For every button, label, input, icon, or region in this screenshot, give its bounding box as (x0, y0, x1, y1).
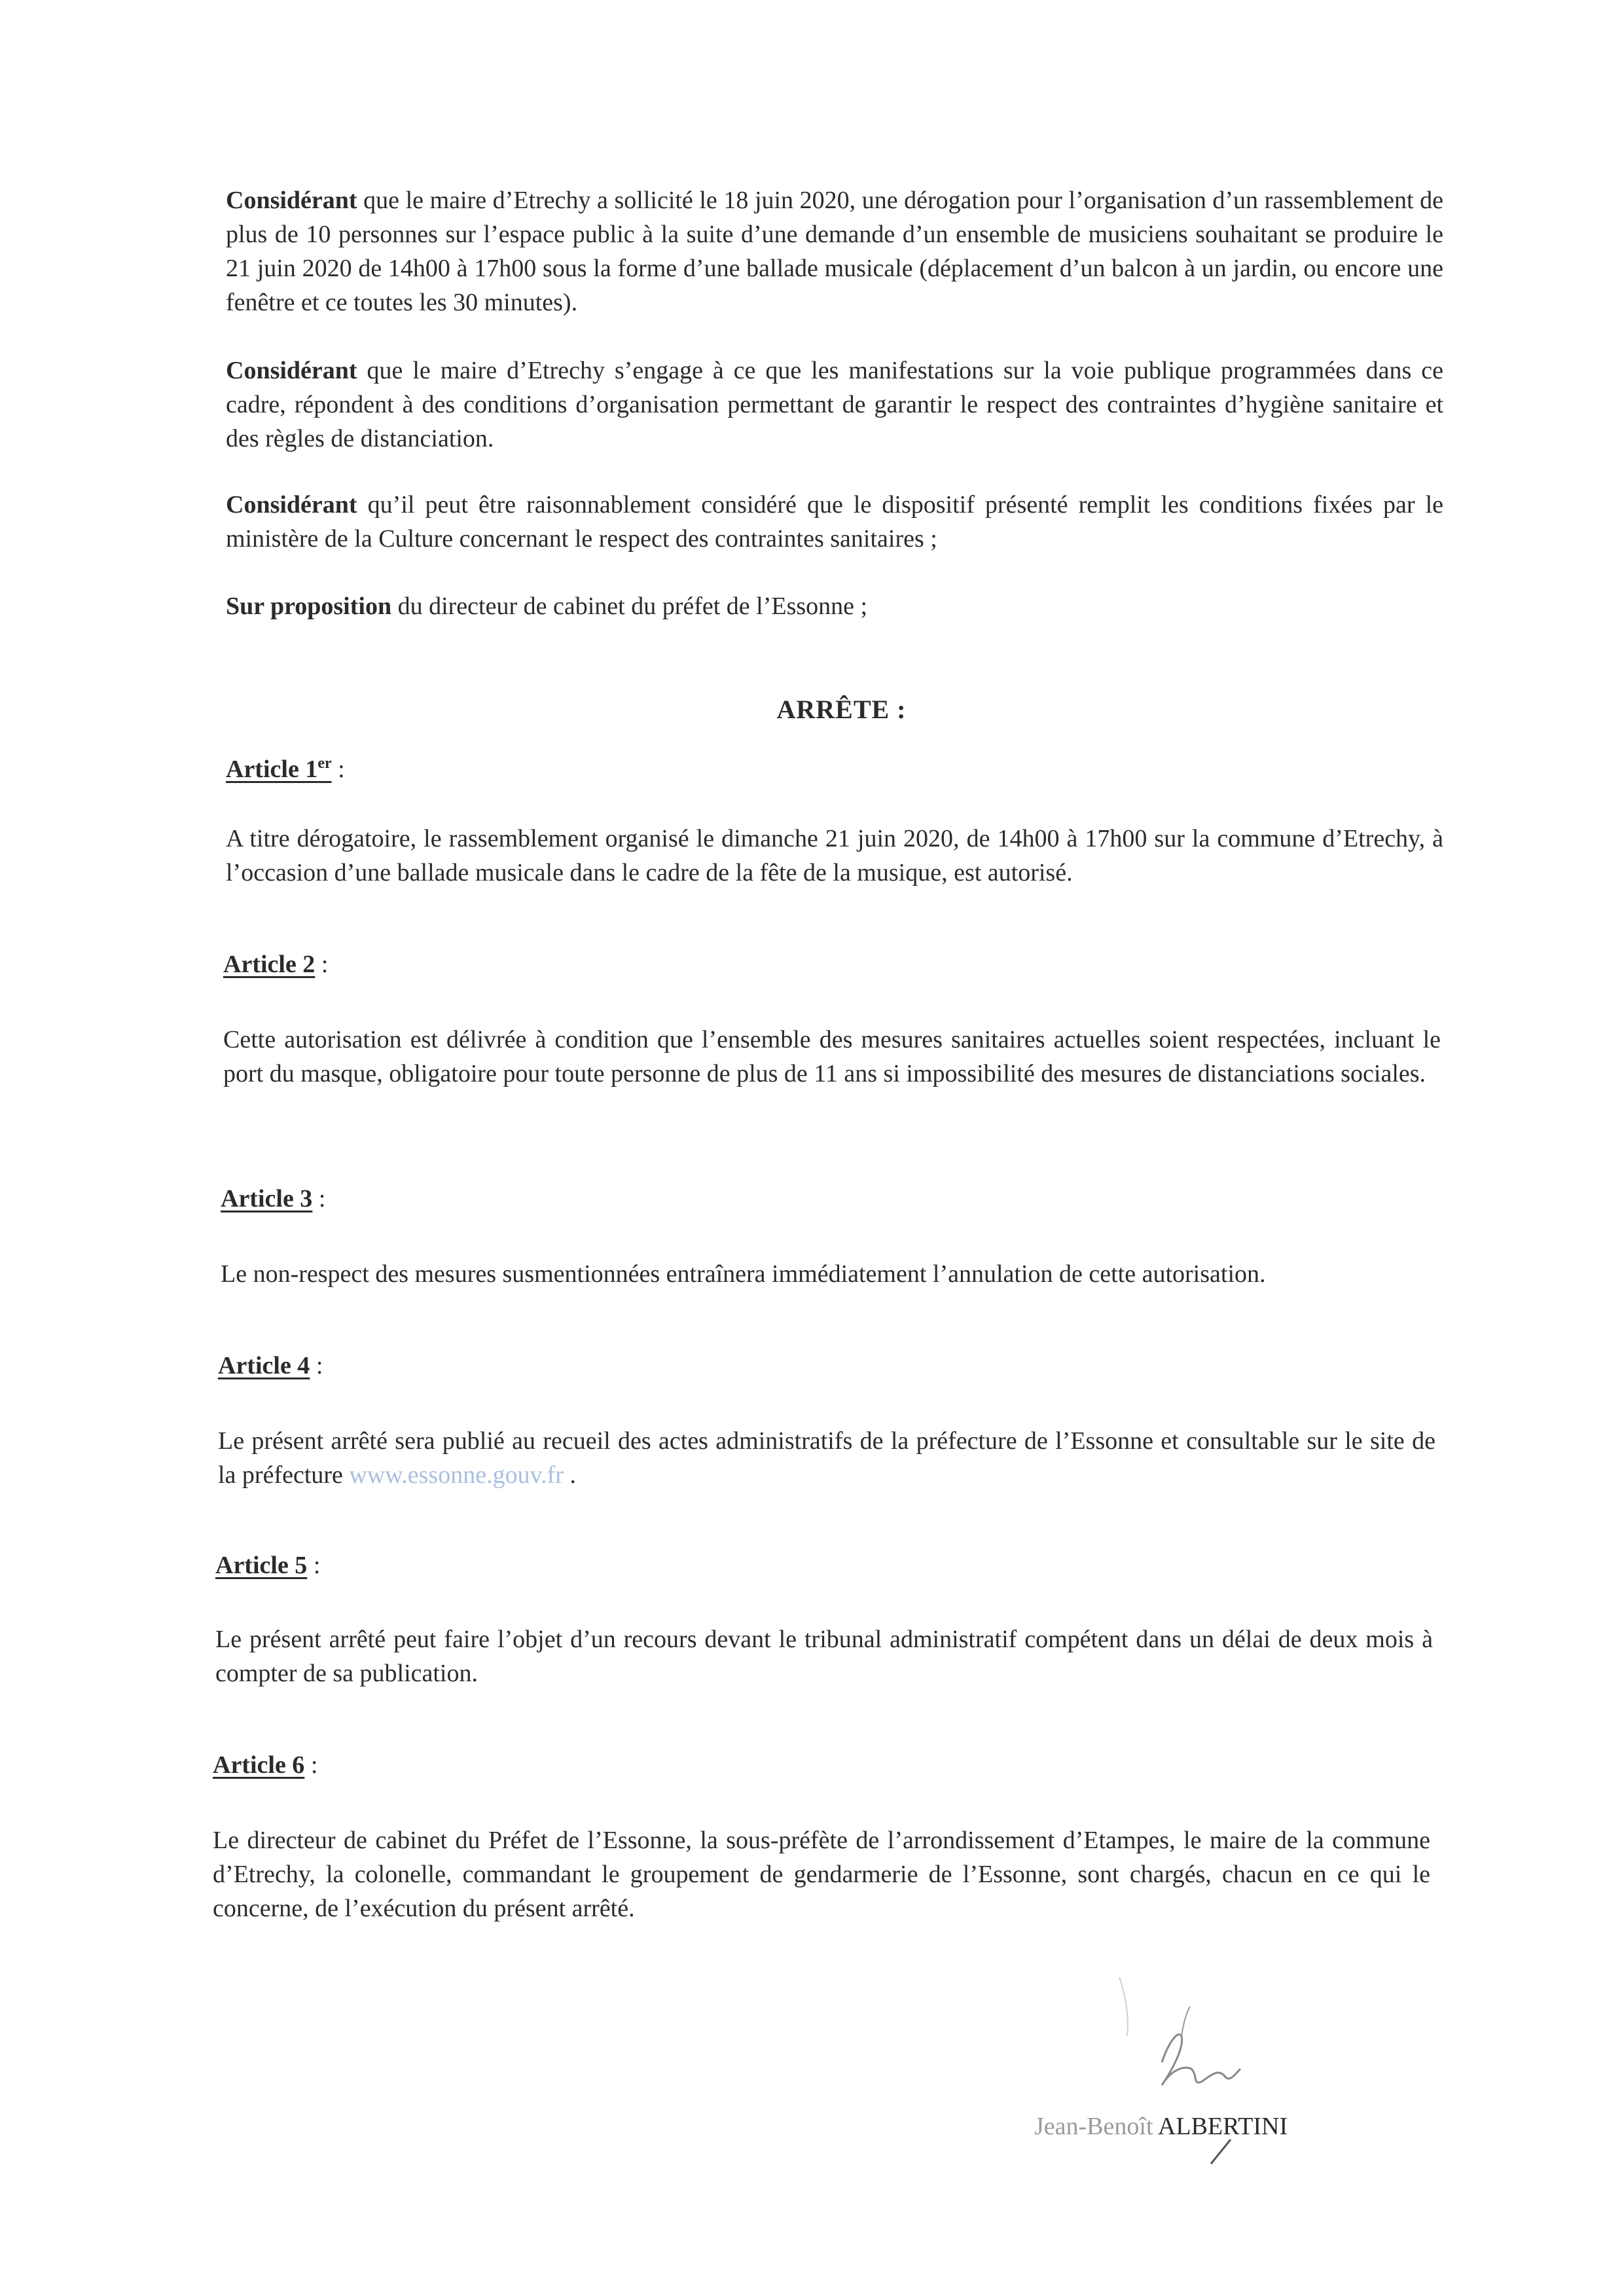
article-6-text: Le directeur de cabinet du Préfet de l’Essonne, la sous-préfète de l’arrondissement d’Etampes, le maire de la commune d’Etrechy, la colonelle, commandant le groupement de gendarmerie de l’Essonne, sont chargés, chacun en ce qui le concerne, de l’exécution du présent arrêté. (213, 1827, 1430, 1922)
article-4-end: . (563, 1461, 576, 1489)
proposition-lead: Sur proposition (226, 592, 392, 620)
considerant-text: qu’il peut être raisonnablement considéré que le dispositif présenté remplit les conditions fixées par le ministère de la Culture concernant le respect des contraintes sanitaires ; (226, 491, 1443, 553)
proposition-paragraph (226, 589, 1443, 623)
handwritten-signature (1021, 1971, 1388, 2187)
decree-title: ARRÊTE : (776, 695, 907, 724)
article-6-heading (213, 1748, 317, 1782)
considerant-text: que le maire d’Etrechy a sollicité le 18 juin 2020, une dérogation pour l’organisation d’un rassemblement de plus de 10 personnes sur l’espace public à la suite d’une demande d’un ensemble de musiciens souhaitant se produire le 21 juin 2020 de 14h00 à 17h00 sous la forme d’une ballade musicale (déplacement d’un balcon à un jardin, ou encore une fenêtre et ce toutes les 30 minutes). (226, 187, 1443, 316)
signatory-name (1034, 2112, 1288, 2141)
article-colon: : (312, 1185, 326, 1212)
article-colon: : (331, 756, 345, 783)
proposition-text: du directeur de cabinet du préfet de l’Essonne ; (391, 592, 868, 620)
article-2-text: Cette autorisation est délivrée à condition que l’ensemble des mesures sanitaires actuelles soient respectées, incluant le port du masque, obligatoire pour toute personne de plus de 11 ans si impossibilité des mesures de distanciations sociales. (223, 1026, 1441, 1087)
article-2-heading (223, 947, 328, 981)
prefecture-website-link[interactable]: www.essonne.gouv.fr (349, 1461, 564, 1489)
considerant-paragraph-2 (226, 354, 1443, 456)
article-label: Article 2 (223, 951, 316, 978)
article-colon: : (310, 1352, 323, 1379)
article-4-body: Le présent arrêté sera publié au recueil des actes administratifs de la préfecture de l’Essonne et consultable sur le site de la préfecture (218, 1427, 1435, 1489)
article-4-heading (218, 1349, 323, 1383)
article-label: Article 3 (221, 1185, 313, 1212)
article-5-text: Le présent arrêté peut faire l’objet d’un recours devant le tribunal administratif compétent dans un délai de deux mois à compter de sa publication. (215, 1626, 1433, 1687)
article-5-heading (215, 1548, 320, 1582)
signatory-first-name: Jean-Benoît (1034, 2113, 1153, 2140)
article-label: Article 5 (215, 1552, 308, 1579)
article-4-text (218, 1424, 1435, 1492)
article-label: Article 1er (226, 755, 332, 783)
article-3-text: Le non-respect des mesures susmentionnées entraînera immédiatement l’annulation de cette autorisation. (221, 1260, 1266, 1288)
considerant-text: que le maire d’Etrechy s’engage à ce que les manifestations sur la voie publique programmées dans ce cadre, répondent à des conditions d’organisation permettant de garantir le respect des contraintes d’hygiène sanitaire et des règles de distanciation. (226, 357, 1443, 452)
considerant-lead: Considérant (226, 491, 357, 519)
article-colon: : (307, 1552, 321, 1579)
considerant-lead: Considérant (226, 357, 357, 384)
signatory-last-name: ALBERTINI (1153, 2113, 1288, 2140)
considerant-paragraph-3 (226, 488, 1443, 556)
article-label: Article 6 (213, 1751, 305, 1779)
article-1-heading (226, 746, 345, 786)
article-label: Article 4 (218, 1352, 310, 1379)
article-1-text: A titre dérogatoire, le rassemblement organisé le dimanche 21 juin 2020, de 14h00 à 17h00 sur la commune d’Etrechy, à l’occasion d’une ballade musicale dans le cadre de la fête de la musique, est autorisé. (226, 825, 1443, 886)
article-colon: : (304, 1751, 318, 1779)
article-colon: : (315, 951, 329, 978)
considerant-paragraph-1 (226, 183, 1443, 319)
article-3-heading (221, 1182, 325, 1216)
considerant-lead: Considérant (226, 187, 357, 214)
